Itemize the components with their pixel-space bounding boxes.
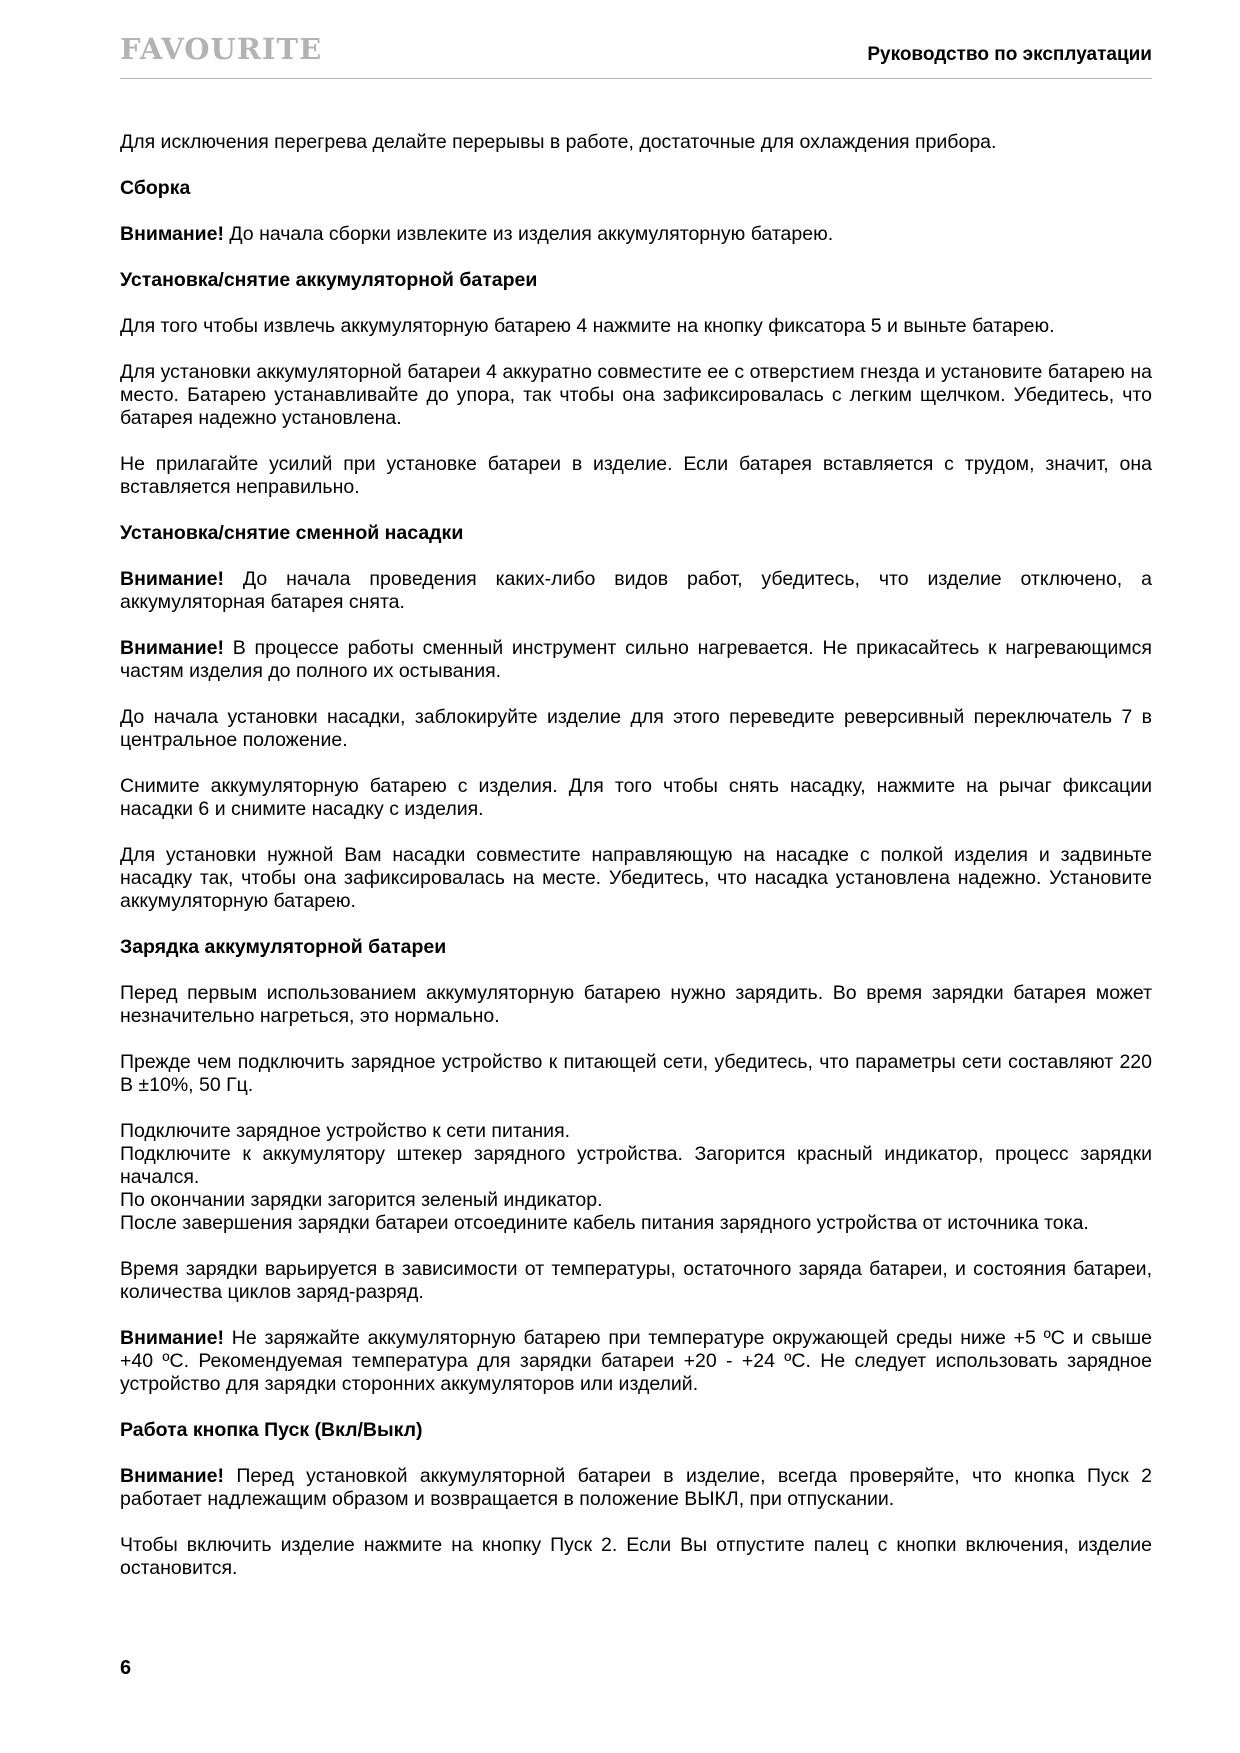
paragraph-start-use: Чтобы включить изделие нажмите на кнопку Пуск 2. Если Вы отпустите палец с кнопки включения, изделие остановится. — [120, 1534, 1152, 1579]
page-header — [120, 30, 1152, 80]
document-title: Руководство по эксплуатации — [867, 44, 1152, 65]
header-divider — [120, 78, 1152, 79]
paragraph-charge-step-4: После завершения зарядки батареи отсоедините кабель питания зарядного устройства от источника тока. — [120, 1212, 1089, 1234]
warning-label: Внимание! — [120, 568, 224, 590]
page-number: 6 — [120, 1657, 132, 1679]
paragraph-charge-network: Прежде чем подключить зарядное устройство к питающей сети, убедитесь, что параметры сети составляют 220 В ±10%, 50 Гц. — [120, 1051, 1152, 1096]
paragraph-charge-step-3: По окончании зарядки загорится зеленый индикатор. — [120, 1189, 603, 1211]
warning-text: Перед установкой аккумуляторной батареи в изделие, всегда проверяйте, что кнопка Пуск 2 работает надлежащим образом и возвращается в положение ВЫКЛ, при отпускании. — [120, 1465, 1152, 1510]
warning-text: До начала проведения каких-либо видов работ, убедитесь, что изделие отключено, а аккумуляторная батарея снята. — [120, 568, 1152, 613]
warning-label: Внимание! — [120, 223, 224, 245]
heading-battery-install: Установка/снятие аккумуляторной батареи — [120, 269, 538, 291]
warning-label: Внимание! — [120, 1327, 224, 1349]
page-content — [120, 131, 1152, 1603]
paragraph-charge-time: Время зарядки варьируется в зависимости от температуры, остаточного заряда батареи, и состояния батареи, количества циклов заряд-разряд. — [120, 1258, 1152, 1303]
paragraph-charge-step-2: Подключите к аккумулятору штекер зарядного устройства. Загорится красный индикатор, процесс зарядки начался. — [120, 1143, 1152, 1188]
paragraph-attachment-lock: До начала установки насадки, заблокируйте изделие для этого переведите реверсивный переключатель 7 в центральное положение. — [120, 706, 1152, 751]
brand-logo: FAVOURITE — [120, 32, 323, 66]
warning-text: Не заряжайте аккумуляторную батарею при температуре окружающей среды ниже +5 ºС и свыше +40 ºС. Рекомендуемая температура для зарядки батареи +20 - +24 ºС. Не следует использовать зарядное устройство для зарядки сторонних аккумуляторов или изделий. — [120, 1327, 1152, 1395]
heading-start-button: Работа кнопка Пуск (Вкл/Выкл) — [120, 1419, 423, 1441]
heading-attachment: Установка/снятие сменной насадки — [120, 522, 464, 544]
paragraph-attachment-warning-1 — [120, 568, 1152, 614]
warning-text: До начала сборки извлеките из изделия аккумуляторную батарею. — [223, 223, 834, 245]
paragraph-charge-step-1: Подключите зарядное устройство к сети питания. — [120, 1120, 571, 1142]
heading-assembly: Сборка — [120, 177, 191, 199]
heading-charging: Зарядка аккумуляторной батареи — [120, 936, 447, 958]
warning-label: Внимание! — [120, 1465, 224, 1487]
paragraph-overheat: Для исключения перегрева делайте перерывы в работе, достаточные для охлаждения прибора. — [120, 131, 997, 153]
paragraph-attachment-remove: Снимите аккумуляторную батарею с изделия. Для того чтобы снять насадку, нажмите на рычаг фиксации насадки 6 и снимите насадку с изделия. — [120, 775, 1152, 820]
warning-text: В процессе работы сменный инструмент сильно нагревается. Не прикасайтесь к нагревающимся частям изделия до полного их остывания. — [120, 637, 1152, 682]
paragraph-battery-remove: Для того чтобы извлечь аккумуляторную батарею 4 нажмите на кнопку фиксатора 5 и выньте батарею. — [120, 315, 1055, 337]
paragraph-battery-insert: Для установки аккумуляторной батареи 4 аккуратно совместите ее с отверстием гнезда и установите батарею на место. Батарею устанавливайте до упора, так чтобы она зафиксировалась с легким щелчком. Убедитесь, что батарея надежно установлена. — [120, 361, 1152, 429]
warning-label: Внимание! — [120, 637, 224, 659]
paragraph-charge-first-use: Перед первым использованием аккумуляторную батарею нужно зарядить. Во время зарядки батарея может незначительно нагреться, это нормально. — [120, 982, 1152, 1027]
paragraph-start-warning — [120, 1465, 1152, 1511]
paragraph-assembly-warning — [120, 223, 1152, 246]
paragraph-battery-force: Не прилагайте усилий при установке батареи в изделие. Если батарея вставляется с трудом, значит, она вставляется неправильно. — [120, 453, 1152, 498]
paragraph-charge-warning — [120, 1327, 1152, 1396]
paragraph-attachment-insert: Для установки нужной Вам насадки совместите направляющую на насадке с полкой изделия и задвиньте насадку так, чтобы она зафиксировалась на месте. Убедитесь, что насадка установлена надежно. Установите аккумуляторную батарею. — [120, 844, 1152, 912]
paragraph-attachment-warning-2 — [120, 637, 1152, 683]
